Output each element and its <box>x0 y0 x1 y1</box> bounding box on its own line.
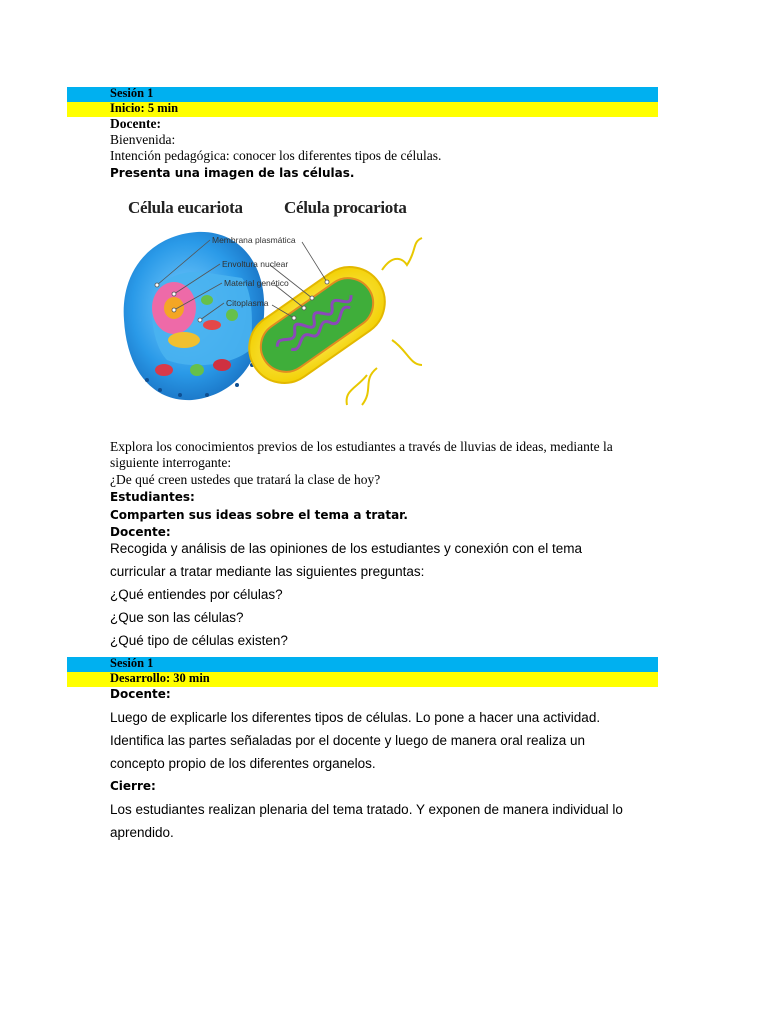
explore-text-line1: Explora los conocimientos previos de los estudiantes a través de lluvias de ideas, mediante la <box>110 439 613 454</box>
eukaryote-title: Célula eucariota <box>128 198 243 217</box>
welcome-text: Bienvenida: <box>110 132 176 147</box>
cell-figure <box>112 190 432 430</box>
phase-band-2 <box>67 672 658 687</box>
session-band <box>67 87 658 102</box>
question-item: ¿Qué entiendes por células? <box>110 587 283 602</box>
activity-text-line3: concepto propio de los diferentes organelos. <box>110 756 376 771</box>
eukaryote-cell <box>124 232 265 400</box>
question-item: ¿Qué tipo de células existen? <box>110 633 288 648</box>
closing-text-line1: Los estudiantes realizan plenaria del tema tratado. Y exponen de manera individual lo <box>110 802 623 817</box>
phase-label-2: Desarrollo: 30 min <box>110 671 210 685</box>
prokaryote-title: Célula procariota <box>284 198 407 217</box>
intent-text: Intención pedagógica: conocer los diferentes tipos de células. <box>110 148 442 163</box>
phase-band <box>67 102 658 117</box>
phase-label: Inicio: 5 min <box>110 101 179 115</box>
closing-heading: Cierre: <box>110 779 156 793</box>
activity-text-line1: Luego de explicarle los diferentes tipos de células. Lo pone a hacer una actividad. <box>110 710 601 725</box>
session-label-2: Sesión 1 <box>110 656 154 670</box>
question-today: ¿De qué creen ustedes que tratará la clase de hoy? <box>110 472 381 487</box>
label-cytoplasm: Citoplasma <box>226 298 269 308</box>
collect-text-line1: Recogida y análisis de las opiniones de los estudiantes y conexión con el tema <box>110 541 583 556</box>
cell-illustration <box>112 190 432 430</box>
present-image-text: Presenta una imagen de las células. <box>110 166 355 180</box>
teacher-heading-3: Docente: <box>110 687 171 701</box>
explore-text-line2: siguiente interrogante: <box>110 455 232 470</box>
students-share-text: Comparten sus ideas sobre el tema a tratar. <box>110 508 408 522</box>
collect-text-line2: curricular a tratar mediante las siguientes preguntas: <box>110 564 425 579</box>
students-heading: Estudiantes: <box>110 490 195 504</box>
activity-text-line2: Identifica las partes señaladas por el docente y luego de manera oral realiza un <box>110 733 586 748</box>
label-membrane: Membrana plasmática <box>212 235 296 245</box>
label-nuclear-envelope: Envoltura nuclear <box>222 259 289 269</box>
question-item: ¿Que son las células? <box>110 610 244 625</box>
label-genetic-material: Material genético <box>224 278 289 288</box>
teacher-heading: Docente: <box>110 116 161 131</box>
session-band-2 <box>67 657 658 672</box>
closing-text-line2: aprendido. <box>110 825 174 840</box>
session-label: Sesión 1 <box>110 86 154 100</box>
teacher-heading-2: Docente: <box>110 525 171 539</box>
